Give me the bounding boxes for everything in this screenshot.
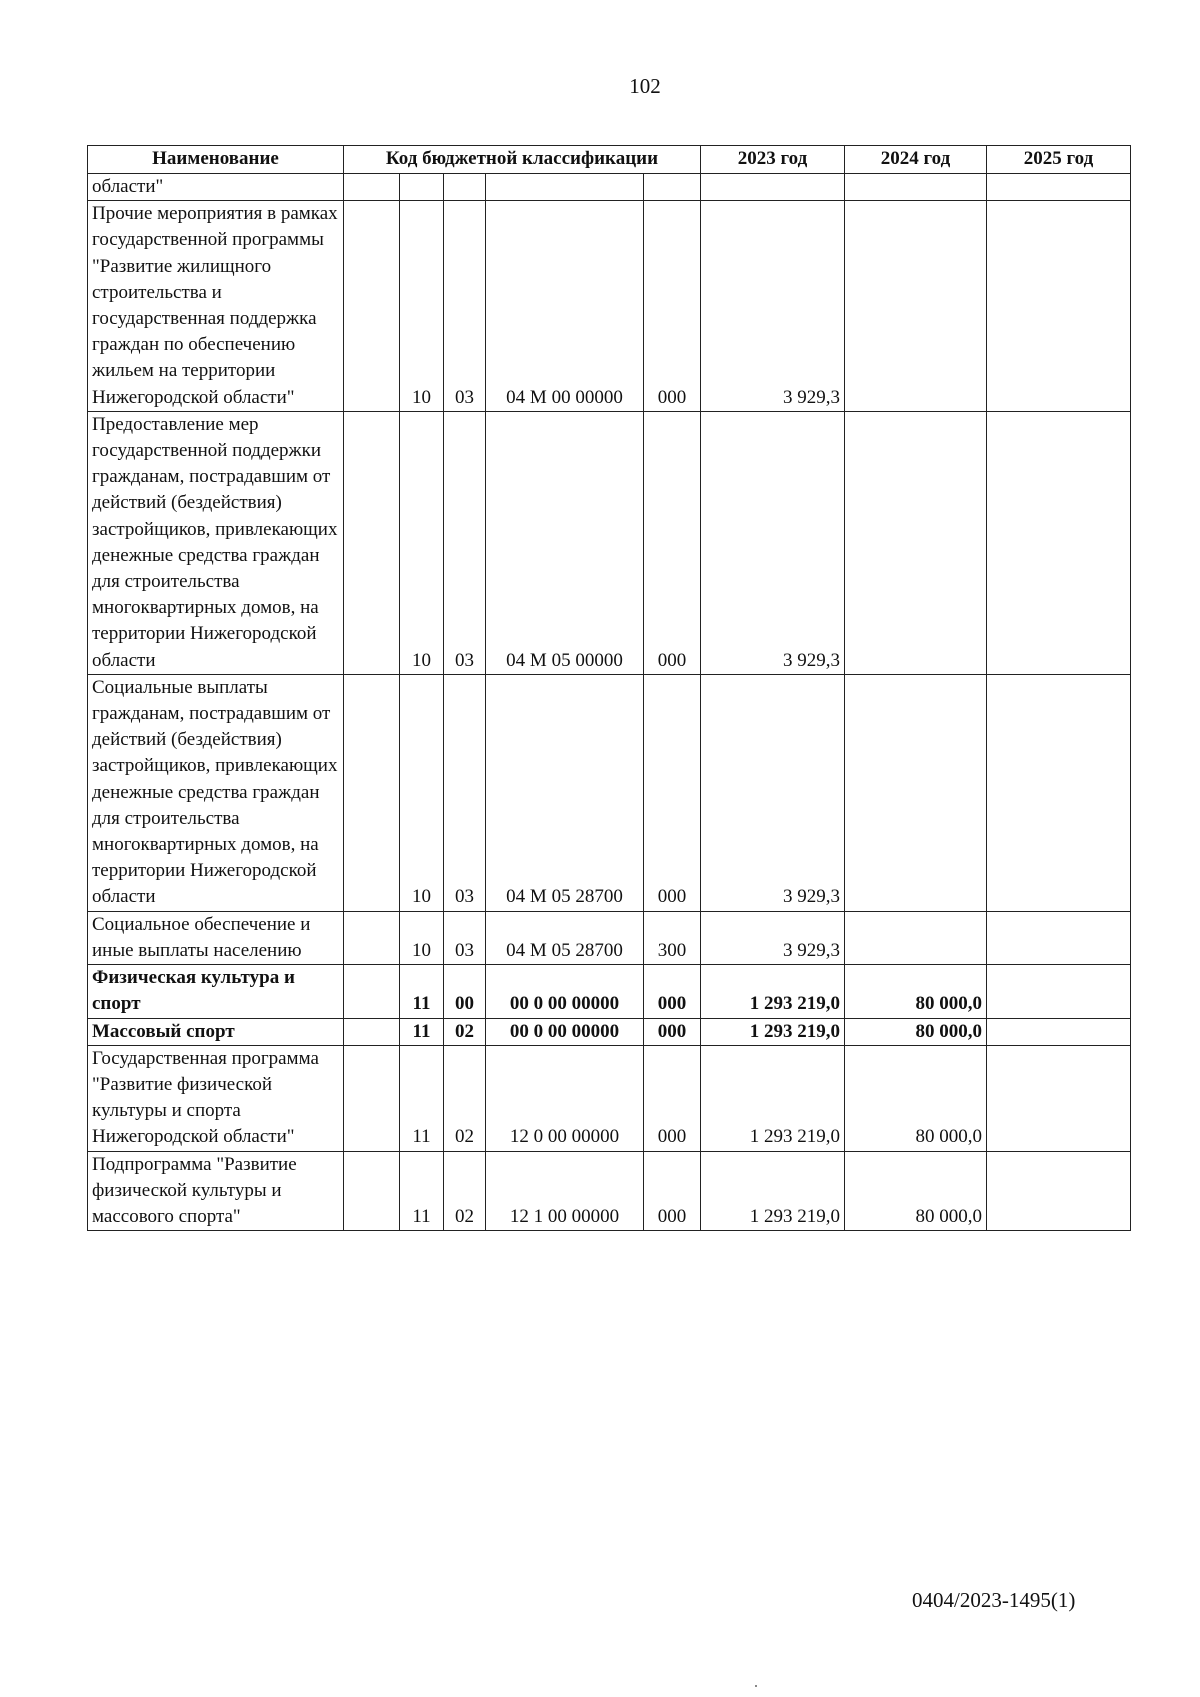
row-amount-2023: 3 929,3 xyxy=(701,201,845,412)
row-blank-code xyxy=(344,174,400,201)
header-2025: 2025 год xyxy=(987,146,1131,174)
table-row xyxy=(88,674,1131,911)
row-amount-2023 xyxy=(701,174,845,201)
row-expense-type-code: 000 xyxy=(644,1045,701,1151)
row-amount-2023: 3 929,3 xyxy=(701,411,845,674)
row-amount-2024: 80 000,0 xyxy=(845,1018,987,1045)
row-amount-2023: 1 293 219,0 xyxy=(701,965,845,1018)
row-section-code: 11 xyxy=(400,1018,444,1045)
row-amount-2025 xyxy=(987,1151,1131,1231)
table-header-row xyxy=(88,146,1131,174)
row-subsection-code: 02 xyxy=(444,1018,486,1045)
page-number: 102 xyxy=(629,74,661,98)
row-section-code xyxy=(400,174,444,201)
table-row xyxy=(88,1045,1131,1151)
row-amount-2024: 80 000,0 xyxy=(845,1151,987,1231)
table-row xyxy=(88,1018,1131,1045)
row-amount-2025 xyxy=(987,1045,1131,1151)
row-expense-type-code: 000 xyxy=(644,411,701,674)
row-expense-type-code: 000 xyxy=(644,1018,701,1045)
table-row xyxy=(88,201,1131,412)
row-amount-2023: 1 293 219,0 xyxy=(701,1045,845,1151)
row-name: области" xyxy=(88,174,344,201)
row-expense-type-code: 000 xyxy=(644,674,701,911)
row-blank-code xyxy=(344,411,400,674)
table-row xyxy=(88,965,1131,1018)
header-name: Наименование xyxy=(88,146,344,174)
row-expense-type-code xyxy=(644,174,701,201)
row-expense-type-code: 300 xyxy=(644,911,701,964)
row-expense-type-code: 000 xyxy=(644,1151,701,1231)
row-blank-code xyxy=(344,1018,400,1045)
table-row xyxy=(88,174,1131,201)
row-target-article-code: 12 1 00 00000 xyxy=(486,1151,644,1231)
row-amount-2025 xyxy=(987,1018,1131,1045)
table-row xyxy=(88,911,1131,964)
row-amount-2024: 80 000,0 xyxy=(845,1045,987,1151)
row-blank-code xyxy=(344,965,400,1018)
row-amount-2024 xyxy=(845,201,987,412)
row-amount-2024: 80 000,0 xyxy=(845,965,987,1018)
row-blank-code xyxy=(344,1151,400,1231)
row-target-article-code xyxy=(486,174,644,201)
budget-table xyxy=(87,145,1131,1231)
row-amount-2025 xyxy=(987,911,1131,964)
row-subsection-code xyxy=(444,174,486,201)
row-section-code: 11 xyxy=(400,965,444,1018)
row-section-code: 10 xyxy=(400,201,444,412)
header-2024: 2024 год xyxy=(845,146,987,174)
row-amount-2025 xyxy=(987,674,1131,911)
header-2023: 2023 год xyxy=(701,146,845,174)
row-target-article-code: 04 М 05 28700 xyxy=(486,911,644,964)
row-name: Массовый спорт xyxy=(88,1018,344,1045)
row-amount-2023: 3 929,3 xyxy=(701,911,845,964)
row-expense-type-code: 000 xyxy=(644,201,701,412)
row-name: Социальное обеспечение и иные выплаты населению xyxy=(88,911,344,964)
row-blank-code xyxy=(344,674,400,911)
document-code: 0404/2023-1495(1) xyxy=(912,1588,1076,1612)
row-section-code: 11 xyxy=(400,1151,444,1231)
row-section-code: 10 xyxy=(400,411,444,674)
row-target-article-code: 00 0 00 00000 xyxy=(486,965,644,1018)
row-amount-2024 xyxy=(845,674,987,911)
row-blank-code xyxy=(344,911,400,964)
row-amount-2023: 1 293 219,0 xyxy=(701,1151,845,1231)
row-name: Прочие мероприятия в рамках государственной программы "Развитие жилищного строительства и государственная поддержка граждан по обеспечению жильем на территории Нижегородской области" xyxy=(88,201,344,412)
table-row xyxy=(88,411,1131,674)
row-amount-2024 xyxy=(845,174,987,201)
header-code: Код бюджетной классификации xyxy=(344,146,701,174)
row-name: Социальные выплаты гражданам, пострадавшим от действий (бездействия) застройщиков, привлекающих денежные средства граждан для строительства многоквартирных домов, на территории Нижегородской области xyxy=(88,674,344,911)
row-expense-type-code: 000 xyxy=(644,965,701,1018)
row-amount-2025 xyxy=(987,201,1131,412)
row-target-article-code: 04 М 05 00000 xyxy=(486,411,644,674)
row-amount-2024 xyxy=(845,911,987,964)
table-row xyxy=(88,1151,1131,1231)
row-section-code: 11 xyxy=(400,1045,444,1151)
row-amount-2023: 1 293 219,0 xyxy=(701,1018,845,1045)
row-section-code: 10 xyxy=(400,911,444,964)
row-subsection-code: 00 xyxy=(444,965,486,1018)
row-name: Физическая культура и спорт xyxy=(88,965,344,1018)
row-blank-code xyxy=(344,1045,400,1151)
row-name: Предоставление мер государственной поддержки гражданам, пострадавшим от действий (бездействия) застройщиков, привлекающих денежные средства граждан для строительства многоквартирных домов, на территории Нижегородской области xyxy=(88,411,344,674)
scan-speck xyxy=(755,1685,757,1687)
row-blank-code xyxy=(344,201,400,412)
row-subsection-code: 02 xyxy=(444,1045,486,1151)
row-target-article-code: 04 М 00 00000 xyxy=(486,201,644,412)
row-amount-2025 xyxy=(987,965,1131,1018)
row-section-code: 10 xyxy=(400,674,444,911)
row-name: Государственная программа "Развитие физической культуры и спорта Нижегородской области" xyxy=(88,1045,344,1151)
row-subsection-code: 03 xyxy=(444,911,486,964)
row-amount-2023: 3 929,3 xyxy=(701,674,845,911)
row-target-article-code: 04 М 05 28700 xyxy=(486,674,644,911)
row-amount-2024 xyxy=(845,411,987,674)
row-subsection-code: 03 xyxy=(444,411,486,674)
row-target-article-code: 12 0 00 00000 xyxy=(486,1045,644,1151)
row-subsection-code: 03 xyxy=(444,674,486,911)
row-subsection-code: 02 xyxy=(444,1151,486,1231)
row-name: Подпрограмма "Развитие физической культуры и массового спорта" xyxy=(88,1151,344,1231)
row-amount-2025 xyxy=(987,174,1131,201)
row-subsection-code: 03 xyxy=(444,201,486,412)
row-target-article-code: 00 0 00 00000 xyxy=(486,1018,644,1045)
row-amount-2025 xyxy=(987,411,1131,674)
